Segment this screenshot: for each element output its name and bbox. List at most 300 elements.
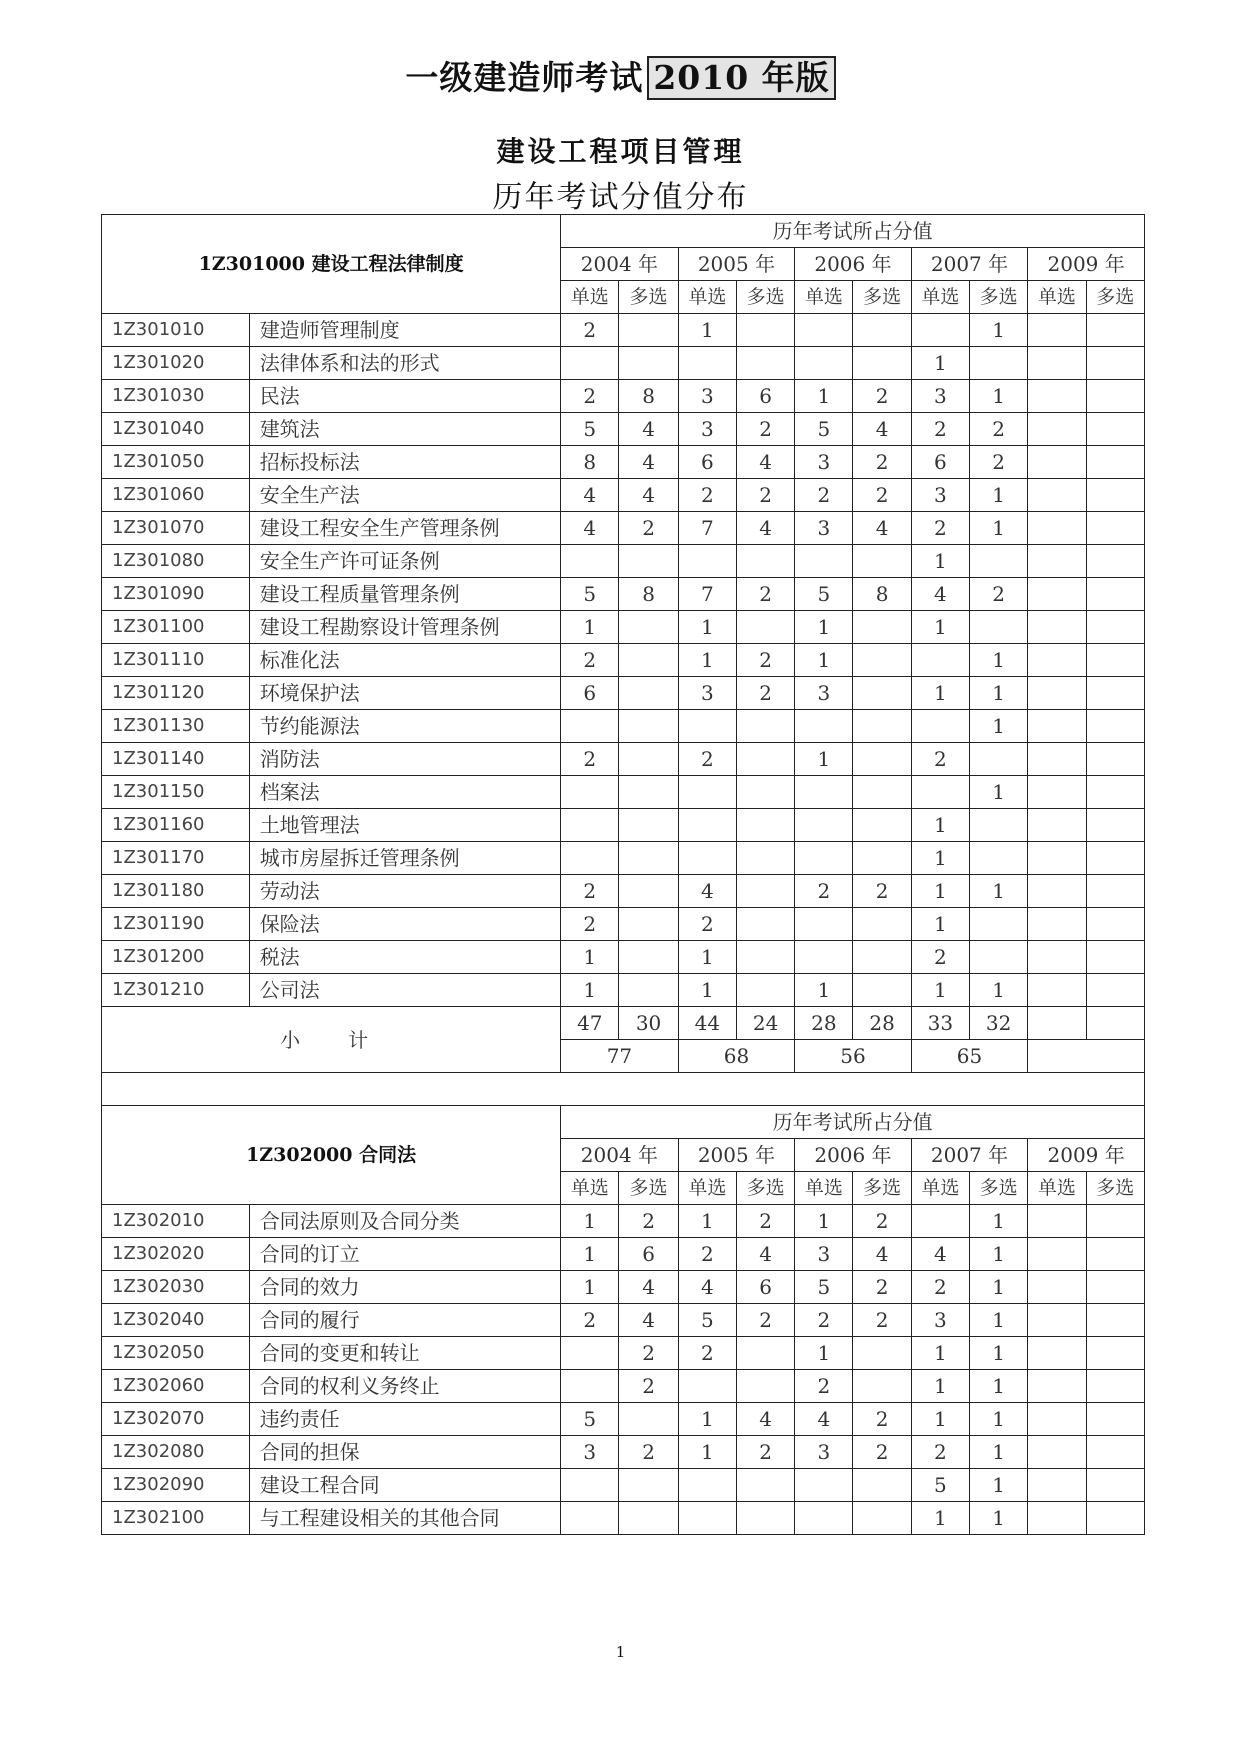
score-cell bbox=[619, 743, 678, 776]
score-cell bbox=[1028, 413, 1086, 446]
score-cell: 3 bbox=[911, 479, 969, 512]
row-name: 安全生产法 bbox=[249, 479, 560, 512]
score-cell bbox=[853, 1337, 911, 1370]
score-cell bbox=[619, 677, 678, 710]
table-row bbox=[102, 512, 1145, 545]
score-cell: 1 bbox=[970, 1205, 1028, 1238]
score-cell: 6 bbox=[678, 446, 736, 479]
score-cell: 4 bbox=[736, 512, 794, 545]
score-cell bbox=[970, 809, 1028, 842]
score-cell bbox=[853, 1370, 911, 1403]
score-cell bbox=[1086, 611, 1144, 644]
score-cell: 2 bbox=[619, 1436, 678, 1469]
year-header: 2009 年 bbox=[1028, 248, 1145, 281]
score-cell: 5 bbox=[561, 1403, 619, 1436]
score-cell: 4 bbox=[619, 1271, 678, 1304]
score-cell: 1 bbox=[678, 1205, 736, 1238]
single-choice-header: 单选 bbox=[795, 281, 853, 314]
section-header-row bbox=[102, 215, 1145, 248]
year-total-cell: 56 bbox=[795, 1040, 912, 1073]
multi-choice-header: 多选 bbox=[736, 281, 794, 314]
score-cell bbox=[619, 974, 678, 1007]
row-name: 城市房屋拆迁管理条例 bbox=[249, 842, 560, 875]
score-cell bbox=[561, 842, 619, 875]
score-cell: 5 bbox=[795, 413, 853, 446]
score-cell bbox=[736, 314, 794, 347]
score-cell bbox=[1028, 644, 1086, 677]
score-cell: 2 bbox=[795, 1304, 853, 1337]
score-cell bbox=[853, 644, 911, 677]
table-row bbox=[102, 1304, 1145, 1337]
score-cell: 2 bbox=[853, 1304, 911, 1337]
score-cell: 2 bbox=[853, 875, 911, 908]
row-name: 合同的订立 bbox=[249, 1238, 560, 1271]
score-cell: 1 bbox=[970, 1436, 1028, 1469]
single-choice-header: 单选 bbox=[1028, 281, 1086, 314]
row-name: 建设工程勘察设计管理条例 bbox=[249, 611, 560, 644]
score-cell: 1 bbox=[795, 743, 853, 776]
single-choice-header: 单选 bbox=[561, 281, 619, 314]
subtotal-cell: 30 bbox=[619, 1007, 678, 1040]
score-cell: 1 bbox=[911, 545, 969, 578]
score-cell bbox=[970, 611, 1028, 644]
score-cell bbox=[736, 1469, 794, 1502]
score-cell: 1 bbox=[911, 1502, 969, 1535]
score-cell: 2 bbox=[795, 1370, 853, 1403]
score-cell: 1 bbox=[970, 776, 1028, 809]
score-cell bbox=[795, 1502, 853, 1535]
score-cell bbox=[1028, 842, 1086, 875]
score-cell bbox=[1028, 743, 1086, 776]
row-code: 1Z302010 bbox=[102, 1205, 250, 1238]
multi-choice-header: 多选 bbox=[970, 281, 1028, 314]
subtotal-cell: 33 bbox=[911, 1007, 969, 1040]
score-cell bbox=[678, 776, 736, 809]
score-cell: 1 bbox=[970, 1370, 1028, 1403]
score-cell bbox=[1086, 446, 1144, 479]
subtotal-cell: 24 bbox=[736, 1007, 794, 1040]
score-cell: 2 bbox=[561, 644, 619, 677]
score-cell bbox=[911, 314, 969, 347]
score-cell bbox=[736, 710, 794, 743]
score-cell: 4 bbox=[853, 413, 911, 446]
score-cell: 3 bbox=[795, 1238, 853, 1271]
score-cell bbox=[619, 941, 678, 974]
table-row bbox=[102, 1337, 1145, 1370]
score-cell: 2 bbox=[678, 743, 736, 776]
multi-choice-header: 多选 bbox=[853, 281, 911, 314]
score-cell bbox=[1086, 809, 1144, 842]
year-header: 2009 年 bbox=[1028, 1139, 1145, 1172]
row-name: 合同的担保 bbox=[249, 1436, 560, 1469]
year-header: 2006 年 bbox=[795, 248, 912, 281]
score-cell bbox=[736, 776, 794, 809]
score-cell: 1 bbox=[795, 974, 853, 1007]
score-cell: 1 bbox=[970, 1502, 1028, 1535]
score-cell: 1 bbox=[911, 842, 969, 875]
score-cell: 2 bbox=[853, 380, 911, 413]
score-cell: 1 bbox=[561, 611, 619, 644]
row-name: 建设工程质量管理条例 bbox=[249, 578, 560, 611]
score-cell bbox=[619, 776, 678, 809]
score-cell bbox=[1028, 974, 1086, 1007]
score-cell bbox=[736, 347, 794, 380]
year-header: 2007 年 bbox=[911, 1139, 1028, 1172]
score-cell: 2 bbox=[678, 908, 736, 941]
score-cell bbox=[1086, 875, 1144, 908]
score-cell bbox=[561, 1370, 619, 1403]
row-code: 1Z302020 bbox=[102, 1238, 250, 1271]
row-code: 1Z301170 bbox=[102, 842, 250, 875]
multi-choice-header: 多选 bbox=[1086, 1172, 1144, 1205]
table-row bbox=[102, 1205, 1145, 1238]
score-cell bbox=[736, 611, 794, 644]
score-cell: 2 bbox=[619, 1370, 678, 1403]
row-code: 1Z301060 bbox=[102, 479, 250, 512]
score-cell: 4 bbox=[678, 875, 736, 908]
score-cell: 1 bbox=[678, 611, 736, 644]
score-cell bbox=[619, 809, 678, 842]
score-cell bbox=[795, 809, 853, 842]
score-cell bbox=[795, 545, 853, 578]
year-header: 2005 年 bbox=[678, 248, 795, 281]
spacer-row bbox=[102, 1073, 1145, 1106]
table-row bbox=[102, 380, 1145, 413]
score-cell bbox=[619, 842, 678, 875]
row-name: 合同的变更和转让 bbox=[249, 1337, 560, 1370]
score-cell bbox=[736, 743, 794, 776]
score-cell bbox=[1028, 1502, 1086, 1535]
score-cell: 2 bbox=[911, 1436, 969, 1469]
score-cell bbox=[911, 776, 969, 809]
score-cell: 1 bbox=[970, 677, 1028, 710]
table-row bbox=[102, 314, 1145, 347]
score-cell bbox=[853, 347, 911, 380]
section-title: 1Z302000 合同法 bbox=[102, 1106, 561, 1205]
row-code: 1Z301210 bbox=[102, 974, 250, 1007]
score-cell: 4 bbox=[853, 512, 911, 545]
score-cell bbox=[795, 776, 853, 809]
year-header: 2005 年 bbox=[678, 1139, 795, 1172]
score-cell bbox=[1086, 479, 1144, 512]
score-cell bbox=[853, 611, 911, 644]
score-cell bbox=[561, 1469, 619, 1502]
score-cell bbox=[1086, 578, 1144, 611]
score-cell bbox=[678, 1469, 736, 1502]
score-cell bbox=[970, 941, 1028, 974]
score-cell: 2 bbox=[736, 578, 794, 611]
score-cell bbox=[1028, 545, 1086, 578]
score-cell bbox=[1028, 512, 1086, 545]
score-cell: 2 bbox=[970, 413, 1028, 446]
score-cell bbox=[678, 1370, 736, 1403]
score-cell: 3 bbox=[795, 1436, 853, 1469]
score-cell bbox=[795, 347, 853, 380]
score-cell bbox=[1086, 545, 1144, 578]
score-cell bbox=[1028, 908, 1086, 941]
score-cell: 1 bbox=[678, 941, 736, 974]
score-cell: 1 bbox=[911, 974, 969, 1007]
score-cell: 2 bbox=[736, 413, 794, 446]
section-header-row bbox=[102, 1106, 1145, 1139]
row-name: 建设工程安全生产管理条例 bbox=[249, 512, 560, 545]
score-cell bbox=[678, 545, 736, 578]
score-cell: 1 bbox=[970, 974, 1028, 1007]
score-cell: 7 bbox=[678, 512, 736, 545]
score-cell bbox=[1086, 380, 1144, 413]
score-cell: 1 bbox=[678, 1436, 736, 1469]
score-cell: 2 bbox=[736, 644, 794, 677]
score-cell bbox=[1028, 941, 1086, 974]
score-cell bbox=[561, 1337, 619, 1370]
score-cell bbox=[1028, 1238, 1086, 1271]
score-cell: 1 bbox=[795, 611, 853, 644]
score-cell: 4 bbox=[736, 446, 794, 479]
score-cell: 6 bbox=[736, 380, 794, 413]
score-cell bbox=[1086, 347, 1144, 380]
score-cell: 2 bbox=[561, 314, 619, 347]
score-cell: 1 bbox=[795, 1205, 853, 1238]
score-cell: 1 bbox=[911, 875, 969, 908]
score-cell bbox=[1028, 1304, 1086, 1337]
table-row bbox=[102, 545, 1145, 578]
row-name: 合同法原则及合同分类 bbox=[249, 1205, 560, 1238]
score-cell bbox=[853, 842, 911, 875]
group-header: 历年考试所占分值 bbox=[561, 215, 1145, 248]
multi-choice-header: 多选 bbox=[853, 1172, 911, 1205]
row-name: 税法 bbox=[249, 941, 560, 974]
score-cell bbox=[561, 710, 619, 743]
score-cell bbox=[853, 776, 911, 809]
score-cell bbox=[1086, 1271, 1144, 1304]
row-code: 1Z302100 bbox=[102, 1502, 250, 1535]
score-cell bbox=[619, 908, 678, 941]
score-cell bbox=[1086, 974, 1144, 1007]
table-row bbox=[102, 677, 1145, 710]
score-cell bbox=[1086, 1403, 1144, 1436]
table-row bbox=[102, 776, 1145, 809]
row-name: 消防法 bbox=[249, 743, 560, 776]
score-cell bbox=[1086, 743, 1144, 776]
subtotal-cell: 47 bbox=[561, 1007, 619, 1040]
table-row bbox=[102, 809, 1145, 842]
score-cell: 2 bbox=[853, 446, 911, 479]
spacer-cell bbox=[102, 1073, 1145, 1106]
row-code: 1Z302040 bbox=[102, 1304, 250, 1337]
score-cell: 1 bbox=[970, 380, 1028, 413]
score-cell bbox=[678, 347, 736, 380]
table-row bbox=[102, 908, 1145, 941]
score-cell bbox=[1028, 1403, 1086, 1436]
score-cell: 2 bbox=[678, 1238, 736, 1271]
score-cell: 4 bbox=[619, 413, 678, 446]
score-cell: 1 bbox=[970, 512, 1028, 545]
score-cell: 3 bbox=[795, 677, 853, 710]
score-cell bbox=[619, 1469, 678, 1502]
score-cell: 8 bbox=[619, 578, 678, 611]
score-cell: 4 bbox=[619, 446, 678, 479]
score-cell bbox=[1028, 347, 1086, 380]
single-choice-header: 单选 bbox=[911, 281, 969, 314]
score-cell bbox=[1086, 776, 1144, 809]
score-cell bbox=[1086, 512, 1144, 545]
subtotal-cell bbox=[1028, 1007, 1086, 1040]
year-total-cell: 68 bbox=[678, 1040, 795, 1073]
score-cell bbox=[1028, 1271, 1086, 1304]
score-cell bbox=[1086, 1238, 1144, 1271]
score-cell bbox=[1086, 644, 1144, 677]
score-cell bbox=[1086, 314, 1144, 347]
score-cell bbox=[736, 974, 794, 1007]
score-cell bbox=[853, 941, 911, 974]
score-cell: 4 bbox=[795, 1403, 853, 1436]
score-cell: 1 bbox=[678, 1403, 736, 1436]
score-cell bbox=[1028, 446, 1086, 479]
row-name: 节约能源法 bbox=[249, 710, 560, 743]
score-cell: 2 bbox=[911, 1271, 969, 1304]
score-cell: 6 bbox=[736, 1271, 794, 1304]
row-name: 建筑法 bbox=[249, 413, 560, 446]
score-cell: 2 bbox=[853, 479, 911, 512]
row-code: 1Z302030 bbox=[102, 1271, 250, 1304]
score-cell: 1 bbox=[970, 1238, 1028, 1271]
row-name: 建设工程合同 bbox=[249, 1469, 560, 1502]
score-cell: 1 bbox=[970, 1403, 1028, 1436]
score-cell bbox=[853, 545, 911, 578]
row-code: 1Z302080 bbox=[102, 1436, 250, 1469]
score-cell: 2 bbox=[970, 446, 1028, 479]
score-cell: 4 bbox=[736, 1403, 794, 1436]
score-cell: 8 bbox=[853, 578, 911, 611]
score-cell bbox=[1086, 941, 1144, 974]
score-cell bbox=[795, 1469, 853, 1502]
score-cell: 1 bbox=[970, 1337, 1028, 1370]
score-cell: 4 bbox=[561, 479, 619, 512]
score-cell: 3 bbox=[678, 413, 736, 446]
row-code: 1Z301010 bbox=[102, 314, 250, 347]
row-name: 合同的权利义务终止 bbox=[249, 1370, 560, 1403]
score-cell bbox=[911, 710, 969, 743]
row-code: 1Z301080 bbox=[102, 545, 250, 578]
score-cell bbox=[736, 908, 794, 941]
title-edition-box: 2010 年版 bbox=[647, 56, 835, 100]
multi-choice-header: 多选 bbox=[1086, 281, 1144, 314]
row-name: 安全生产许可证条例 bbox=[249, 545, 560, 578]
table-row bbox=[102, 1271, 1145, 1304]
score-cell: 3 bbox=[561, 1436, 619, 1469]
row-name: 合同的效力 bbox=[249, 1271, 560, 1304]
score-cell bbox=[1028, 1337, 1086, 1370]
score-cell: 3 bbox=[795, 446, 853, 479]
row-code: 1Z302090 bbox=[102, 1469, 250, 1502]
row-code: 1Z302050 bbox=[102, 1337, 250, 1370]
score-cell bbox=[561, 809, 619, 842]
score-cell bbox=[619, 314, 678, 347]
document-subtitle: 建设工程项目管理 bbox=[496, 135, 745, 168]
score-cell bbox=[1086, 710, 1144, 743]
multi-choice-header: 多选 bbox=[736, 1172, 794, 1205]
score-cell: 1 bbox=[911, 677, 969, 710]
score-cell bbox=[736, 875, 794, 908]
score-cell: 2 bbox=[736, 1205, 794, 1238]
score-cell: 1 bbox=[970, 314, 1028, 347]
score-cell: 8 bbox=[561, 446, 619, 479]
title-main: 一级建造师考试 bbox=[405, 58, 644, 97]
table-row bbox=[102, 1370, 1145, 1403]
subtotal-cell: 28 bbox=[853, 1007, 911, 1040]
score-cell bbox=[1028, 1370, 1086, 1403]
score-cell: 2 bbox=[619, 1337, 678, 1370]
score-cell bbox=[1028, 578, 1086, 611]
score-cell bbox=[1028, 710, 1086, 743]
row-name: 标准化法 bbox=[249, 644, 560, 677]
score-cell: 3 bbox=[911, 380, 969, 413]
row-code: 1Z301070 bbox=[102, 512, 250, 545]
score-cell bbox=[853, 1469, 911, 1502]
year-total-cell: 65 bbox=[911, 1040, 1028, 1073]
score-cell: 2 bbox=[736, 1304, 794, 1337]
score-cell bbox=[561, 1502, 619, 1535]
score-cell: 1 bbox=[970, 644, 1028, 677]
score-cell: 1 bbox=[678, 974, 736, 1007]
score-cell: 1 bbox=[561, 941, 619, 974]
score-cell bbox=[1028, 314, 1086, 347]
score-cell bbox=[736, 809, 794, 842]
score-cell: 2 bbox=[561, 380, 619, 413]
row-code: 1Z301020 bbox=[102, 347, 250, 380]
score-cell: 6 bbox=[911, 446, 969, 479]
score-cell bbox=[795, 314, 853, 347]
score-cell: 1 bbox=[911, 1337, 969, 1370]
row-name: 保险法 bbox=[249, 908, 560, 941]
table-row bbox=[102, 743, 1145, 776]
score-cell bbox=[1028, 611, 1086, 644]
row-code: 1Z301040 bbox=[102, 413, 250, 446]
score-cell bbox=[1086, 1304, 1144, 1337]
score-cell: 1 bbox=[970, 1271, 1028, 1304]
score-cell bbox=[853, 809, 911, 842]
row-code: 1Z302070 bbox=[102, 1403, 250, 1436]
score-cell: 1 bbox=[561, 1238, 619, 1271]
score-cell bbox=[1028, 1205, 1086, 1238]
score-cell: 3 bbox=[678, 677, 736, 710]
score-cell bbox=[853, 1502, 911, 1535]
score-cell: 1 bbox=[970, 710, 1028, 743]
year-header: 2006 年 bbox=[795, 1139, 912, 1172]
score-cell: 1 bbox=[911, 809, 969, 842]
score-cell bbox=[1028, 776, 1086, 809]
score-cell bbox=[1086, 1469, 1144, 1502]
score-cell: 5 bbox=[795, 578, 853, 611]
score-cell: 4 bbox=[736, 1238, 794, 1271]
year-header: 2007 年 bbox=[911, 248, 1028, 281]
subtotal-cell: 32 bbox=[970, 1007, 1028, 1040]
score-cell: 2 bbox=[911, 512, 969, 545]
score-cell: 2 bbox=[911, 941, 969, 974]
row-name: 公司法 bbox=[249, 974, 560, 1007]
multi-choice-header: 多选 bbox=[619, 1172, 678, 1205]
score-cell bbox=[736, 1337, 794, 1370]
score-cell: 5 bbox=[561, 578, 619, 611]
score-cell bbox=[911, 644, 969, 677]
score-cell: 1 bbox=[561, 1271, 619, 1304]
row-code: 1Z301160 bbox=[102, 809, 250, 842]
score-cell: 1 bbox=[795, 380, 853, 413]
score-cell: 2 bbox=[619, 512, 678, 545]
score-cell bbox=[853, 677, 911, 710]
table-row bbox=[102, 1469, 1145, 1502]
score-cell: 4 bbox=[619, 479, 678, 512]
